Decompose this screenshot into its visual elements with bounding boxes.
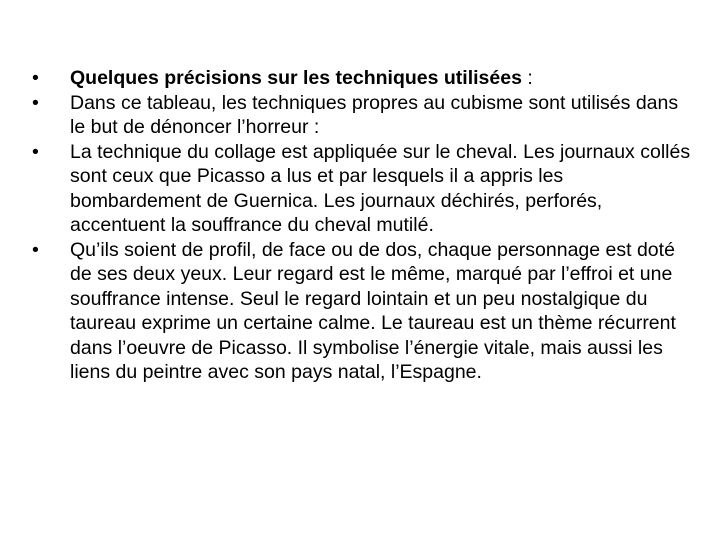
bullet-item-techniques-heading: [32, 66, 692, 91]
bullet-item-cubism: [32, 91, 692, 140]
bullet-text: La technique du collage est appliquée sur le cheval. Les journaux collés sont ceux que Picasso a lus et par lesquels il a appris les bombardement de Guernica. Les journaux déchirés, perforés, accentuent la souffrance du cheval mutilé.: [70, 140, 691, 236]
bullet-dot-icon: •: [32, 140, 39, 163]
bullet-text: Dans ce tableau, les techniques propres au cubisme sont utilisés dans le but de dénoncer l’horreur :: [70, 91, 679, 138]
bullet-item-eyes: [32, 238, 692, 385]
bullet-list: [32, 66, 692, 385]
bullet-dot-icon: •: [32, 67, 39, 89]
bullet-dot-icon: •: [32, 91, 39, 114]
bullet-dot-icon: •: [32, 238, 39, 261]
bullet-bold-text: Quelques précisions sur les techniques utilisées: [70, 67, 522, 89]
bullet-text: Qu’ils soient de profil, de face ou de dos, chaque personnage est doté de ses deux yeux. Leur regard est le même, marqué par l’effroi et une souffrance intense. Seul le regard lointain et un peu nostalgique du taureau exprime un certaine calme. Le taureau est un thème récurrent dans l’oeuvre de Picasso. Il symbolise l’énergie vitale, mais aussi les liens du peintre avec son pays natal, l’Espagne.: [70, 238, 676, 383]
bullet-item-collage: [32, 140, 692, 238]
bullet-text: :: [521, 67, 533, 89]
